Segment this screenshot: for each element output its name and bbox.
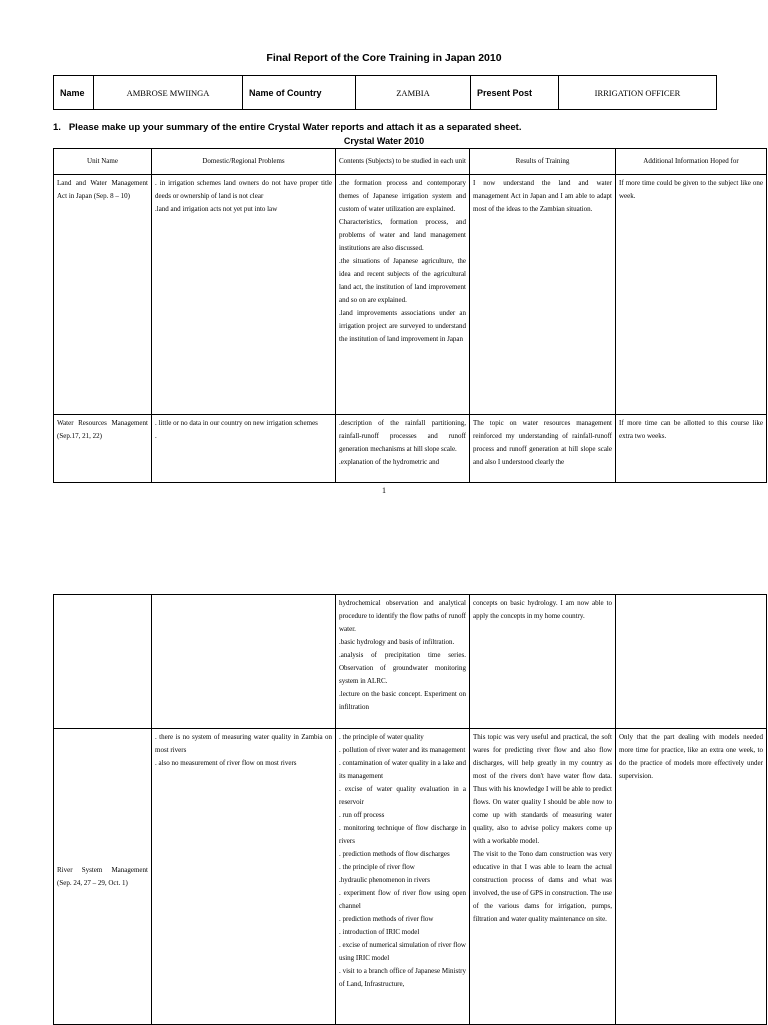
table-row <box>54 415 767 483</box>
country-label: Name of Country <box>243 76 356 110</box>
col-header-additional: Additional Information Hoped for <box>616 149 767 175</box>
problems-cell: . there is no system of measuring water quality in Zambia on most rivers . also no measurement of river flow on most rivers <box>152 729 336 1025</box>
document-title: Final Report of the Core Training in Japan 2010 <box>266 52 502 64</box>
col-header-contents: Contents (Subjects) to be studied in each unit <box>336 149 470 175</box>
country-value: ZAMBIA <box>356 76 471 110</box>
training-table-page-2 <box>53 594 767 1025</box>
results-cell: concepts on basic hydrology. I am now able to apply the concepts in my home country. <box>470 595 616 729</box>
additional-cell: Only that the part dealing with models needed more time for practice, like an extra one week, to do the practice of models more effectively under supervision. <box>616 729 767 1025</box>
results-cell: This topic was very useful and practical, the soft wares for predicting river flow and also flow discharges, will help greatly in my country as most of the rivers don't have water flow data. Thus with his knowledge I will be able to predict flows. On water quality I should be able now to come up with standards of measuring water quality, also to advise policy makers come up with a workable model. The visit to the Tono dam construction was very educative in that I was able to learn the actual construction process of dams and what was involved, the use of GPS in construction. The use of the various dams for irrigation, pumps, filtration and water quality maintenance on site. <box>470 729 616 1025</box>
table-row <box>54 175 767 415</box>
additional-cell: If more time could be given to the subject like one week. <box>616 175 767 415</box>
question-text: 1. Please make up your summary of the entire Crystal Water reports and attach it as a separated sheet. <box>53 122 522 133</box>
additional-cell: If more time can be allotted to this course like extra two weeks. <box>616 415 767 483</box>
contents-cell: hydrochemical observation and analytical procedure to identify the flow paths of runoff water. .basic hydrology and basis of infiltration. .analysis of precipitation time series. Observation of groundwater monitoring system in ALRC. .lecture on the basic concept. Experiment on infiltration <box>336 595 470 729</box>
contents-cell: . the principle of water quality . pollution of river water and its management . contamination of water quality in a lake and its management . excise of water quality evaluation in a reservoir . run off process . monitoring technique of flow discharge in rivers . prediction methods of flow discharges . the principle of river flow .hydraulic phenomenon in rivers . experiment flow of river flow using open channel . prediction methods of river flow . introduction of IRIC model . excise of numerical simulation of river flow using IRIC model . visit to a branch office of Japanese Ministry of Land, Infrastructure, <box>336 729 470 1025</box>
col-header-problems: Domestic/Regional Problems <box>152 149 336 175</box>
unit-cell: Land and Water Management Act in Japan (Sep. 8 – 10) <box>54 175 152 415</box>
problems-cell <box>152 595 336 729</box>
col-header-results: Results of Training <box>470 149 616 175</box>
header-table <box>53 75 717 110</box>
contents-cell: .the formation process and contemporary themes of Japanese irrigation system and custom of water utilization are explained. Characteristics, formation process, and problems of water and land management institutions are also discussed. .the situations of Japanese agriculture, the idea and recent subjects of the agricultural land act, the institution of land improvement and so on are explained. .land improvements associations under an irrigation project are surveyed to understand the institution of land improvement in Japan <box>336 175 470 415</box>
unit-cell: Water Resources Management (Sep.17, 21, 22) <box>54 415 152 483</box>
post-label: Present Post <box>471 76 559 110</box>
results-cell: I now understand the land and water management Act in Japan and I am able to adapt most of the ideas to the Zambian situation. <box>470 175 616 415</box>
name-label: Name <box>54 76 94 110</box>
table-row <box>54 595 767 729</box>
unit-cell <box>54 595 152 729</box>
unit-cell: River System Management (Sep. 24, 27 – 29, Oct. 1) <box>54 729 152 1025</box>
problems-cell: . little or no data in our country on new irrigation schemes . <box>152 415 336 483</box>
additional-cell <box>616 595 767 729</box>
table-row <box>54 729 767 1025</box>
col-header-unit: Unit Name <box>54 149 152 175</box>
problems-cell: . in irrigation schemes land owners do not have proper title deeds or ownership of land is not clear .land and irrigation acts not yet put into law <box>152 175 336 415</box>
contents-cell: .description of the rainfall partitioning, rainfall-runoff processes and runoff generation mechanisms at hill slope scale. .explanation of the hydrometric and <box>336 415 470 483</box>
post-value: IRRIGATION OFFICER <box>559 76 717 110</box>
training-table-page-1 <box>53 148 767 483</box>
page-number: 1 <box>382 486 386 495</box>
subtitle: Crystal Water 2010 <box>343 136 425 146</box>
results-cell: The topic on water resources management reinforced my understanding of rainfall-runoff process and runoff generation at hill slope scale and also I understood clearly the <box>470 415 616 483</box>
name-value: AMBROSE MWIINGA <box>94 76 243 110</box>
